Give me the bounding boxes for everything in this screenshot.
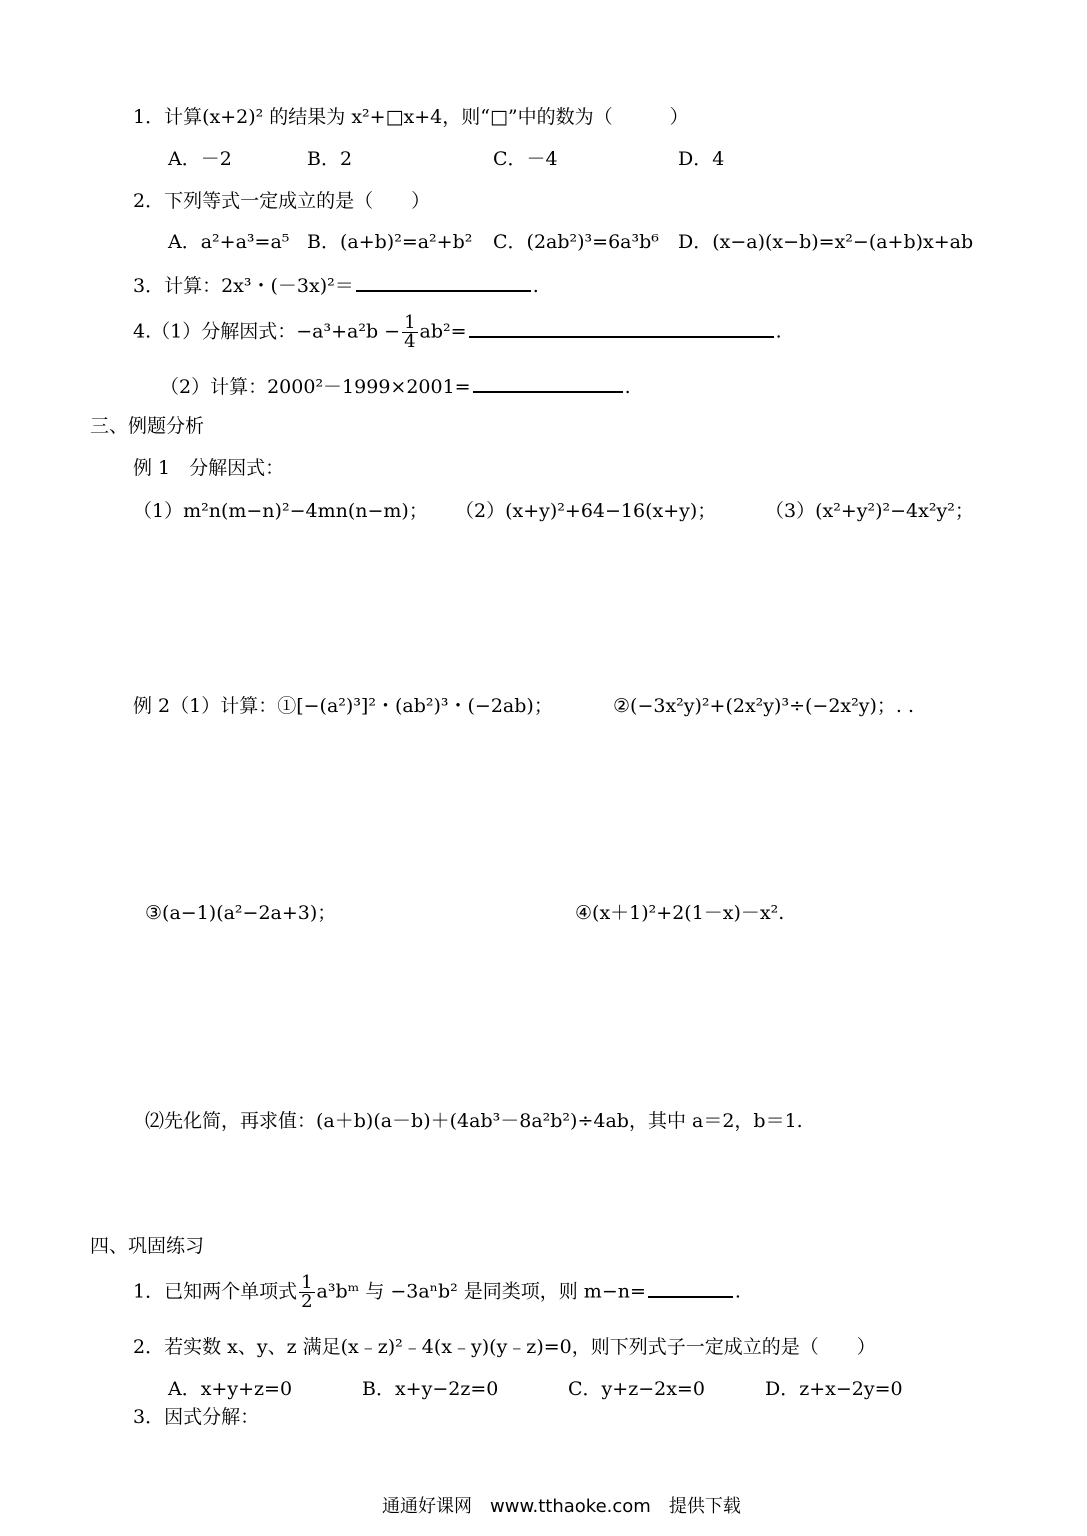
practice-1-before: 1．已知两个单项式 — [133, 1280, 298, 1303]
question-2-option-c: C．(2ab²)³=6a³b⁶ — [493, 231, 659, 253]
example-1-item-1: （1）m²n(m−n)²−4mn(n−m)； — [133, 500, 428, 522]
question-4-part-2-end: . — [624, 376, 631, 398]
question-3 — [133, 272, 539, 299]
practice-1-after: a³bᵐ 与 −3aⁿb² 是同类项，则 m−n= — [316, 1280, 646, 1303]
practice-2-option-d: D．z+x−2y=0 — [765, 1378, 903, 1400]
fraction-numerator: 1 — [301, 1272, 313, 1293]
example-1-title: 例 1 分解因式： — [133, 457, 285, 479]
question-2-stem: 2．下列等式一定成立的是（ ） — [133, 190, 431, 212]
practice-2-option-a: A．x+y+z=0 — [168, 1378, 293, 1400]
question-4-part-2 — [160, 373, 631, 400]
fraction-numerator: 1 — [404, 312, 416, 333]
example-2-part-2: ⑵先化简，再求值：(a＋b)(a－b)＋(4ab³－8a²b²)÷4ab，其中 a＝2，b＝1. — [145, 1110, 803, 1132]
question-1-option-d: D．4 — [678, 148, 725, 170]
answer-blank[interactable] — [648, 1278, 733, 1298]
question-4-part-2-text: （2）计算：2000²－1999×2001= — [160, 376, 471, 398]
question-2-option-b: B．(a+b)²=a²+b² — [307, 231, 473, 253]
question-3-stem: 3．计算：2x³・(－3x)²＝ — [133, 275, 354, 297]
question-4-part-1-after: ab²= — [419, 320, 467, 343]
question-2-option-d: D．(x−a)(x−b)=x²−(a+b)x+ab — [678, 231, 974, 253]
example-1-item-2: （2）(x+y)²+64−16(x+y)； — [455, 500, 717, 522]
answer-blank[interactable] — [356, 272, 531, 292]
question-4-part-1-before: 4.（1）分解因式：−a³+a²b − — [133, 320, 401, 343]
fraction-one-quarter — [402, 314, 417, 351]
example-2-item-2: ②(−3x²y)²+(2x²y)³÷(−2x²y)；. . — [613, 695, 915, 717]
question-2-option-a: A．a²+a³=a⁵ — [168, 231, 290, 253]
fraction-one-half — [299, 1274, 314, 1311]
practice-1 — [133, 1274, 741, 1311]
answer-blank[interactable] — [469, 318, 774, 338]
question-1-option-c: C．－4 — [493, 148, 558, 170]
practice-2-option-b: B．x+y−2z=0 — [362, 1378, 499, 1400]
question-4-part-1 — [133, 314, 782, 351]
question-1-option-b: B．2 — [307, 148, 353, 170]
question-3-end: . — [532, 275, 539, 297]
practice-2-stem: 2．若实数 x、y、z 满足(x﹣z)²﹣4(x﹣y)(y﹣z)=0，则下列式子一定成立的是（ ） — [133, 1336, 876, 1358]
example-2-item-4: ④(x＋1)²+2(1－x)－x². — [575, 902, 785, 924]
fraction-denominator: 4 — [404, 331, 416, 352]
practice-3-stem: 3．因式分解： — [133, 1406, 260, 1428]
question-1-stem: 1．计算(x+2)² 的结果为 x²+□x+4，则“□”中的数为（ ） — [133, 106, 689, 128]
question-4-part-1-end: . — [775, 320, 782, 343]
section-4-title: 四、巩固练习 — [90, 1235, 205, 1257]
example-2-item-1: 例 2（1）计算：①[−(a²)³]²・(ab²)³・(−2ab)； — [133, 695, 553, 717]
answer-blank[interactable] — [473, 373, 623, 393]
practice-2-option-c: C．y+z−2x=0 — [568, 1378, 705, 1400]
question-1-option-a: A．－2 — [168, 148, 232, 170]
practice-1-end: . — [734, 1280, 741, 1303]
fraction-denominator: 2 — [301, 1291, 313, 1312]
example-1-item-3: （3）(x²+y²)²−4x²y²； — [765, 500, 974, 522]
example-2-item-3: ③(a−1)(a²−2a+3)； — [145, 902, 337, 924]
section-3-title: 三、例题分析 — [90, 415, 205, 437]
page-footer: 通通好课网 www.tthaoke.com 提供下载 — [382, 1496, 741, 1517]
